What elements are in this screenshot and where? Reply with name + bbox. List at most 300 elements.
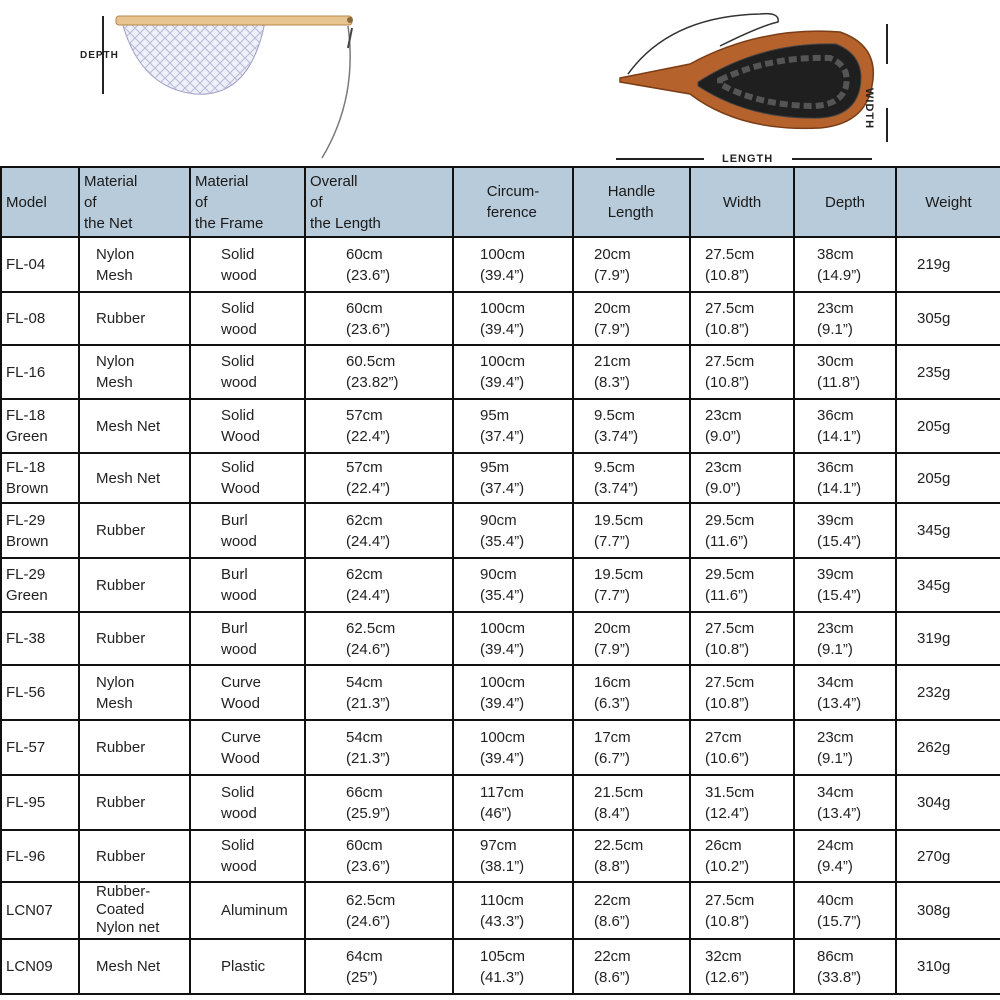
cell-text: Nylon net — [96, 919, 160, 936]
frame-material-cell — [190, 939, 305, 994]
handle-length-cell — [573, 665, 690, 720]
cell-text: (9.4”) — [817, 858, 853, 875]
cell-text: Mesh — [96, 266, 133, 284]
weight-cell — [896, 882, 1000, 939]
frame-material-cell — [190, 345, 305, 399]
cell-text: Plastic — [221, 958, 266, 975]
cell-text: 40cm — [817, 891, 854, 909]
cell-text: (39.4”) — [480, 374, 525, 391]
cell-text: Solid — [221, 407, 255, 424]
length-cell — [305, 882, 453, 939]
model-cell — [1, 882, 79, 939]
handle-length-cell — [573, 720, 690, 775]
cell-text: 27.5cm — [705, 353, 755, 370]
weight-cell — [896, 345, 1000, 399]
frame-material-cell — [190, 503, 305, 558]
cell-text: 90cm — [480, 511, 517, 529]
weight-cell — [896, 453, 1000, 503]
cell-text: 22cm — [594, 947, 631, 965]
table-row — [1, 399, 1000, 453]
handle-length-cell — [573, 830, 690, 882]
table-row — [1, 775, 1000, 830]
cell-text: (35.4”) — [480, 587, 525, 604]
length-label: LENGTH — [722, 153, 774, 165]
cell-text: FL-29 — [6, 511, 46, 529]
cell-text: (25”) — [346, 968, 378, 986]
handle-length-cell — [573, 882, 690, 939]
cell-text: (14.1”) — [817, 428, 862, 445]
cell-text: (6.7”) — [594, 749, 630, 767]
header-depth — [794, 167, 896, 237]
header-text: of — [84, 193, 97, 211]
width-cell — [690, 558, 794, 612]
cell-text: (37.4”) — [480, 428, 525, 445]
length-cell — [305, 558, 453, 612]
circumference-cell — [453, 503, 573, 558]
weight-cell — [896, 503, 1000, 558]
cell-text: 16cm — [594, 673, 631, 691]
depth-cell — [794, 237, 896, 292]
cell-text: 62.5cm — [346, 891, 396, 909]
cell-text: Solid — [221, 245, 255, 263]
cell-text: 27.5cm — [705, 891, 755, 909]
width-cell — [690, 453, 794, 503]
width-cell — [690, 237, 794, 292]
cell-text: FL-08 — [6, 310, 46, 327]
product-illustration-area — [0, 0, 1000, 166]
length-cell — [305, 612, 453, 665]
net-material-cell — [79, 453, 190, 503]
depth-cell — [794, 720, 896, 775]
cell-text: FL-29 — [6, 566, 46, 583]
width-cell — [690, 665, 794, 720]
cell-text: 205g — [917, 469, 951, 487]
cell-text: 219g — [917, 256, 951, 273]
cell-text: (13.4”) — [817, 694, 862, 712]
model-cell — [1, 720, 79, 775]
cell-text: Aluminum — [221, 902, 288, 919]
cell-text: 29.5cm — [705, 566, 755, 583]
width-cell — [690, 292, 794, 345]
width-cell — [690, 503, 794, 558]
cell-text: (9.0”) — [705, 480, 741, 497]
cell-text: (37.4”) — [480, 480, 525, 497]
cell-text: FL-95 — [6, 794, 46, 811]
header-text: Material — [195, 172, 249, 190]
cell-text: (21.3”) — [346, 749, 391, 767]
length-cell — [305, 237, 453, 292]
weight-cell — [896, 612, 1000, 665]
handle-length-cell — [573, 399, 690, 453]
cell-text: (12.4”) — [705, 804, 750, 822]
table-row — [1, 612, 1000, 665]
net-material-cell — [79, 558, 190, 612]
net-material-cell — [79, 830, 190, 882]
cell-text: 60cm — [346, 299, 383, 317]
cell-text: 27.5cm — [705, 673, 755, 691]
cell-text: 62cm — [346, 511, 383, 529]
cell-text: 31.5cm — [705, 783, 755, 801]
cell-text: Rubber- — [96, 883, 151, 900]
length-cell — [305, 399, 453, 453]
frame-material-cell — [190, 830, 305, 882]
cell-text: 270g — [917, 847, 951, 865]
cell-text: (7.7”) — [594, 587, 630, 604]
length-marker-line-left — [616, 158, 704, 160]
width-cell — [690, 882, 794, 939]
cell-text: 60cm — [346, 837, 383, 854]
length-cell — [305, 665, 453, 720]
cell-text: 235g — [917, 363, 951, 381]
cell-text: 22.5cm — [594, 837, 644, 854]
cell-text: wood — [221, 640, 257, 658]
cell-text: 97cm — [480, 837, 517, 854]
circumference-cell — [453, 345, 573, 399]
cell-text: 100cm — [480, 245, 526, 263]
cell-text: Green — [6, 587, 48, 604]
handle-length-cell — [573, 345, 690, 399]
net-material-cell — [79, 720, 190, 775]
cell-text: (22.4”) — [346, 480, 391, 497]
circumference-cell — [453, 292, 573, 345]
net-material-cell — [79, 399, 190, 453]
net-material-cell — [79, 775, 190, 830]
cell-text: 319g — [917, 630, 951, 647]
depth-cell — [794, 665, 896, 720]
cell-text: (39.4”) — [480, 694, 525, 712]
table-row — [1, 503, 1000, 558]
cell-text: 24cm — [817, 837, 854, 854]
depth-cell — [794, 345, 896, 399]
cell-text: (15.4”) — [817, 587, 862, 604]
cell-text: 29.5cm — [705, 511, 755, 529]
table-row — [1, 830, 1000, 882]
cell-text: Rubber — [96, 794, 146, 811]
cell-text: Wood — [221, 749, 260, 767]
depth-cell — [794, 612, 896, 665]
cell-text: 23cm — [817, 619, 854, 637]
cell-text: Mesh — [96, 374, 133, 391]
cell-text: FL-18 — [6, 407, 46, 424]
cell-text: 117cm — [480, 783, 524, 801]
cell-text: (10.6”) — [705, 749, 750, 767]
circumference-cell — [453, 882, 573, 939]
width-cell — [690, 612, 794, 665]
cell-text: 308g — [917, 902, 951, 919]
cell-text: Rubber — [96, 522, 146, 539]
cell-text: (14.9”) — [817, 266, 862, 284]
cell-text: (21.3”) — [346, 694, 391, 712]
cell-text: (10.8”) — [705, 640, 750, 658]
net-material-cell — [79, 345, 190, 399]
cell-text: (39.4”) — [480, 749, 525, 767]
depth-cell — [794, 775, 896, 830]
cell-text: Green — [6, 428, 48, 445]
net-material-cell — [79, 292, 190, 345]
cell-text: Nylon — [96, 673, 135, 691]
cell-text: 304g — [917, 794, 951, 811]
cell-text: (8.6”) — [594, 912, 630, 930]
net-material-cell — [79, 503, 190, 558]
cell-text: 17cm — [594, 728, 631, 746]
cell-text: 110cm — [480, 891, 524, 909]
header-overall-length — [305, 167, 453, 237]
cell-text: (10.2”) — [705, 858, 750, 875]
cell-text: wood — [221, 266, 257, 284]
cell-text: (46”) — [480, 804, 512, 822]
weight-cell — [896, 558, 1000, 612]
cell-text: Wood — [221, 480, 260, 497]
cell-text: (23.6”) — [346, 320, 391, 338]
frame-material-cell — [190, 775, 305, 830]
width-marker-line-top — [886, 24, 888, 64]
frame-material-cell — [190, 720, 305, 775]
header-text: Overall — [310, 172, 358, 190]
cell-text: 105cm — [480, 947, 526, 965]
net-material-cell — [79, 882, 190, 939]
cell-text: FL-56 — [6, 684, 46, 701]
cell-text: 20cm — [594, 619, 631, 637]
cell-text: Rubber — [96, 739, 146, 756]
cell-text: 54cm — [346, 728, 383, 746]
width-cell — [690, 775, 794, 830]
cell-text: 9.5cm — [594, 407, 635, 424]
cell-text: (13.4”) — [817, 804, 862, 822]
header-model — [1, 167, 79, 237]
cell-text: Burl — [221, 511, 248, 529]
cell-text: wood — [221, 320, 257, 338]
header-text: Circum- — [486, 183, 540, 200]
cell-text: 32cm — [705, 947, 742, 965]
weight-cell — [896, 830, 1000, 882]
cell-text: (22.4”) — [346, 428, 391, 445]
depth-cell — [794, 830, 896, 882]
model-cell — [1, 399, 79, 453]
cell-text: FL-18 — [6, 459, 46, 476]
header-text: the Net — [84, 214, 133, 232]
cell-text: (9.0”) — [705, 428, 741, 445]
cell-text: (9.1”) — [817, 749, 853, 767]
table-row — [1, 345, 1000, 399]
cell-text: (15.4”) — [817, 532, 862, 550]
cell-text: 57cm — [346, 459, 383, 476]
cell-text: (12.6”) — [705, 968, 750, 986]
width-cell — [690, 720, 794, 775]
circumference-cell — [453, 612, 573, 665]
cell-text: (8.6”) — [594, 968, 630, 986]
cell-text: 26cm — [705, 837, 742, 854]
table-row — [1, 882, 1000, 939]
handle-length-cell — [573, 503, 690, 558]
cell-text: 36cm — [817, 407, 854, 424]
length-cell — [305, 503, 453, 558]
header-handle-length — [573, 167, 690, 237]
depth-cell — [794, 939, 896, 994]
model-cell — [1, 237, 79, 292]
weight-cell — [896, 292, 1000, 345]
model-cell — [1, 665, 79, 720]
cell-text: 39cm — [817, 511, 854, 529]
width-cell — [690, 399, 794, 453]
cell-text: (9.1”) — [817, 640, 853, 658]
frame-material-cell — [190, 612, 305, 665]
cell-text: (23.6”) — [346, 266, 391, 284]
header-width — [690, 167, 794, 237]
cell-text: 345g — [917, 522, 951, 539]
handle-length-cell — [573, 612, 690, 665]
table-row — [1, 237, 1000, 292]
weight-cell — [896, 939, 1000, 994]
cell-text: (11.6”) — [705, 532, 749, 550]
cell-text: 95m — [480, 407, 510, 424]
cell-text: Curve — [221, 728, 262, 746]
frame-material-cell — [190, 882, 305, 939]
cell-text: 310g — [917, 958, 951, 975]
cell-text: Brown — [6, 480, 49, 497]
frame-material-cell — [190, 237, 305, 292]
cell-text: 90cm — [480, 566, 517, 583]
cell-text: 262g — [917, 739, 951, 756]
length-marker-line-right — [792, 158, 872, 160]
cell-text: 21.5cm — [594, 783, 644, 801]
cell-text: (35.4”) — [480, 532, 525, 550]
cell-text: (6.3”) — [594, 694, 630, 712]
cell-text: 60.5cm — [346, 353, 396, 370]
cell-text: (10.8”) — [705, 266, 750, 284]
cell-text: Solid — [221, 783, 255, 801]
frame-material-cell — [190, 453, 305, 503]
cell-text: 100cm — [480, 728, 526, 746]
header-weight — [896, 167, 1000, 237]
table-row — [1, 665, 1000, 720]
handle-length-cell — [573, 237, 690, 292]
frame-material-cell — [190, 292, 305, 345]
circumference-cell — [453, 939, 573, 994]
cell-text: (7.9”) — [594, 266, 630, 284]
cell-text: (10.8”) — [705, 694, 750, 712]
cell-text: Burl — [221, 566, 248, 583]
cell-text: 64cm — [346, 947, 383, 965]
cell-text: 34cm — [817, 673, 854, 691]
cell-text: (43.3”) — [480, 912, 525, 930]
cell-text: Wood — [221, 428, 260, 445]
length-cell — [305, 939, 453, 994]
table-row — [1, 453, 1000, 503]
cell-text: (25.9”) — [346, 804, 391, 822]
cell-text: 39cm — [817, 566, 854, 583]
cell-text: Rubber — [96, 847, 146, 865]
cell-text: (39.4”) — [480, 320, 525, 338]
cell-text: FL-38 — [6, 630, 46, 647]
model-cell — [1, 612, 79, 665]
cell-text: 66cm — [346, 783, 383, 801]
circumference-cell — [453, 775, 573, 830]
table-row — [1, 720, 1000, 775]
width-cell — [690, 939, 794, 994]
header-text: the Length — [310, 214, 381, 232]
cell-text: 100cm — [480, 353, 526, 370]
cell-text: Wood — [221, 694, 260, 712]
model-cell — [1, 775, 79, 830]
cell-text: Mesh — [96, 694, 133, 712]
cell-text: Brown — [6, 532, 49, 550]
net-material-cell — [79, 939, 190, 994]
cell-text: Burl — [221, 619, 248, 637]
cell-text: 23cm — [817, 299, 854, 317]
cell-text: 30cm — [817, 353, 854, 370]
length-cell — [305, 830, 453, 882]
header-circumference — [453, 167, 573, 237]
cell-text: 345g — [917, 576, 951, 594]
header-text: the Frame — [195, 214, 264, 232]
cell-text: (10.8”) — [705, 374, 750, 391]
cell-text: 60cm — [346, 245, 383, 263]
cell-text: (7.7”) — [594, 532, 630, 550]
cell-text: Coated — [96, 901, 145, 918]
cell-text: 95m — [480, 459, 510, 476]
handle-length-cell — [573, 558, 690, 612]
model-cell — [1, 345, 79, 399]
model-cell — [1, 939, 79, 994]
cell-text: wood — [221, 804, 257, 822]
cell-text: 62cm — [346, 566, 383, 583]
cell-text: (23.6”) — [346, 858, 391, 875]
cell-text: (10.8”) — [705, 320, 750, 338]
cell-text: 305g — [917, 310, 951, 327]
length-cell — [305, 720, 453, 775]
cell-text: (3.74”) — [594, 480, 639, 497]
cell-text: (11.8”) — [817, 374, 861, 391]
cell-text: 34cm — [817, 783, 854, 801]
circumference-cell — [453, 453, 573, 503]
cell-text: 27.5cm — [705, 299, 755, 317]
cell-text: Rubber — [96, 310, 146, 327]
cell-text: Mesh Net — [96, 469, 161, 487]
cell-text: (15.7”) — [817, 912, 862, 930]
header-text: ference — [486, 204, 537, 221]
cell-text: LCN09 — [6, 958, 53, 975]
handle-length-cell — [573, 775, 690, 830]
cell-text: 86cm — [817, 947, 854, 965]
cell-text: 21cm — [594, 353, 631, 370]
width-marker-line-bottom — [886, 108, 888, 142]
cell-text: (14.1”) — [817, 480, 862, 497]
cell-text: 23cm — [817, 728, 854, 746]
width-cell — [690, 345, 794, 399]
cell-text: (24.4”) — [346, 587, 391, 604]
length-cell — [305, 292, 453, 345]
depth-cell — [794, 292, 896, 345]
cell-text: 100cm — [480, 673, 526, 691]
cell-text: 205g — [917, 417, 951, 435]
frame-material-cell — [190, 558, 305, 612]
cell-text: 232g — [917, 684, 951, 701]
depth-cell — [794, 882, 896, 939]
cell-text: wood — [221, 858, 257, 875]
weight-cell — [896, 237, 1000, 292]
length-cell — [305, 345, 453, 399]
cell-text: (23.82”) — [346, 374, 399, 391]
cell-text: (9.1”) — [817, 320, 853, 338]
depth-cell — [794, 399, 896, 453]
cell-text: FL-16 — [6, 363, 46, 381]
cell-text: Nylon — [96, 353, 135, 370]
cell-text: FL-96 — [6, 847, 46, 865]
model-cell — [1, 453, 79, 503]
cell-text: (10.8”) — [705, 912, 750, 930]
cell-text: LCN07 — [6, 902, 53, 919]
net-material-cell — [79, 665, 190, 720]
